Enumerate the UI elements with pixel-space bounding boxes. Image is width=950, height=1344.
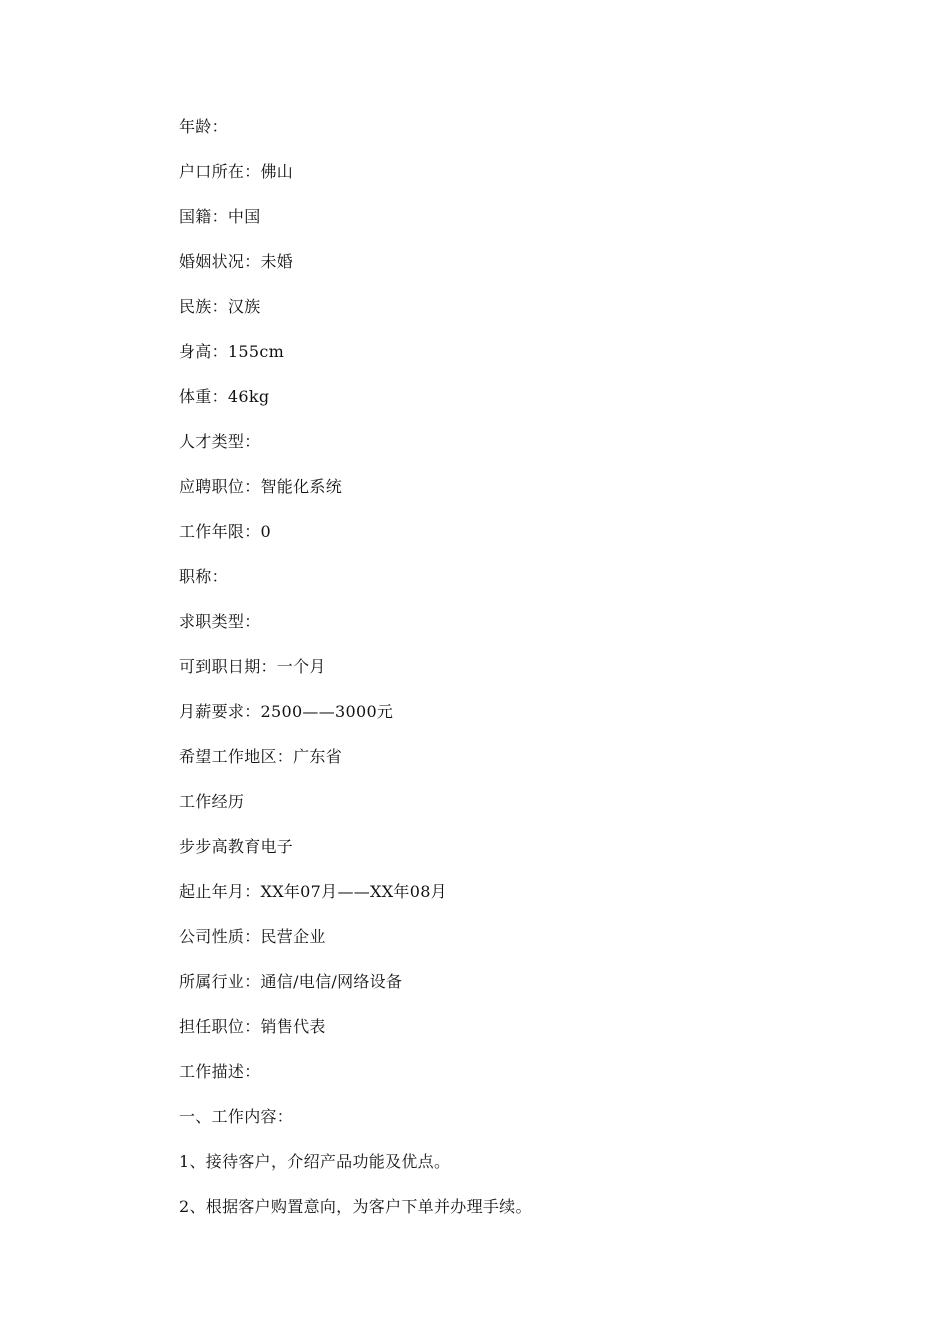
- field-salary-expectation: 月薪要求：2500——3000元: [179, 702, 394, 721]
- field-nationality: 国籍：中国: [179, 207, 261, 226]
- field-employment-period: 起止年月：XX年07月——XX年08月: [179, 882, 447, 901]
- field-job-description-label: 工作描述：: [179, 1062, 261, 1081]
- field-age: 年龄：: [179, 117, 228, 136]
- field-title: 职称：: [179, 567, 228, 586]
- field-marital-status: 婚姻状况：未婚: [179, 252, 294, 271]
- field-ethnicity: 民族：汉族: [179, 297, 261, 316]
- document-body: [179, 112, 879, 1237]
- field-job-type: 求职类型：: [179, 612, 261, 631]
- field-desired-region: 希望工作地区：广东省: [179, 747, 343, 766]
- field-position-held: 担任职位：销售代表: [179, 1017, 326, 1036]
- list-item: 2、根据客户购置意向，为客户下单并办理手续。: [179, 1197, 532, 1216]
- field-company-type: 公司性质：民营企业: [179, 927, 326, 946]
- field-height: 身高：155cm: [179, 342, 285, 361]
- company-name: 步步高教育电子: [179, 837, 294, 856]
- field-industry: 所属行业：通信/电信/网络设备: [179, 972, 403, 991]
- field-applied-position: 应聘职位：智能化系统: [179, 477, 343, 496]
- field-weight: 体重：46kg: [179, 387, 270, 406]
- field-talent-type: 人才类型：: [179, 432, 261, 451]
- field-available-date: 可到职日期：一个月: [179, 657, 326, 676]
- field-hukou: 户口所在：佛山: [179, 162, 294, 181]
- subheading-work-content: 一、工作内容：: [179, 1107, 294, 1126]
- list-item: 1、接待客户，介绍产品功能及优点。: [179, 1152, 451, 1171]
- section-heading-work-experience: 工作经历: [179, 792, 245, 811]
- field-work-years: 工作年限：0: [179, 522, 271, 541]
